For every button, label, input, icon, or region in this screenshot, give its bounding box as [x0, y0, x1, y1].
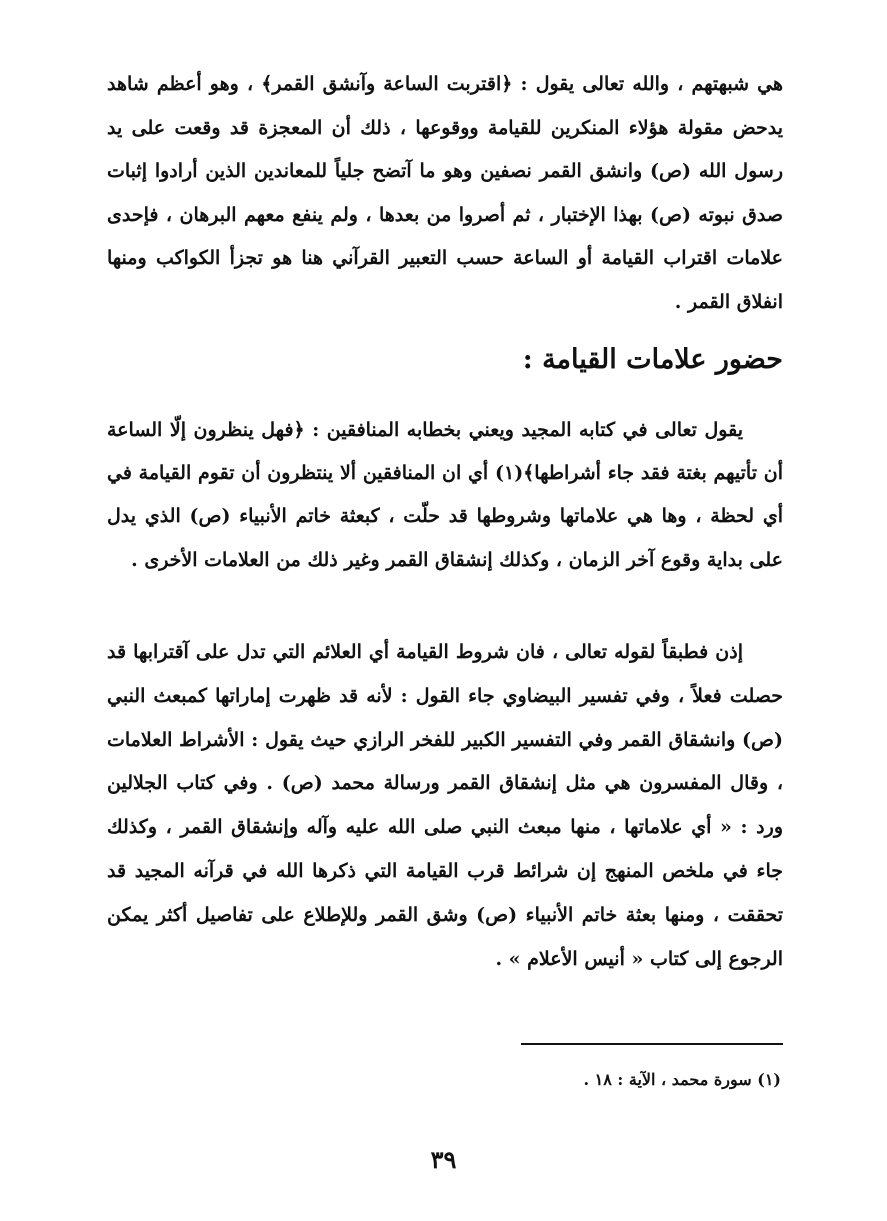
footnote: (١) سورة محمد ، الآية : ١٨ .	[583, 1070, 781, 1089]
paragraph-1: هي شبهتهم ، والله تعالى يقول : ﴿اقتربت الساعة وآنشق القمر﴾ ، وهو أعظم شاهد يدحض مقولة هؤلاء المنكرين للقيامة ووقوعها ، ذلك أن المعجزة قد وقعت على يد رسول الله (ص) وانشق القمر نصفين وهو ما آتضح جلياً للمعاندين الذين أرادوا إثبات صدق نبوته (ص) بهذا الإختبار ، ثم أصروا من بعدها ، ولم ينفع معهم البرهان ، فإحدى علامات اقتراب القيامة أو الساعة حسب التعبير القرآني هنا هو تجزأ الكواكب ومنها انفلاق القمر .	[107, 73, 783, 313]
page-number: ٣٩	[430, 1145, 457, 1174]
paragraph-3: إذن فطبقاً لقوله تعالى ، فان شروط القيامة أي العلائم التي تدل على آقترابها قد حصلت فعلاً ، وفي تفسير البيضاوي جاء القول : لأنه قد ظهرت إماراتها كمبعث النبي (ص) وانشقاق القمر وفي التفسير الكبير للفخر الرازي حيث يقول : الأشراط العلامات ، وقال المفسرون هي مثل إنشقاق القمر ورسالة محمد (ص) . وفي كتاب الجلالين ورد : « أي علاماتها ، منها مبعث النبي صلى الله عليه وآله وإنشقاق القمر ، وكذلك جاء في ملخص المنهج إن شرائط قرب القيامة التي ذكرها الله في قرآنه المجيد قد تحققت ، ومنها بعثة خاتم الأنبياء (ص) وشق القمر وللإطلاع على تفاصيل أكثر يمكن الرجوع إلى كتاب « أنيس الأعلام » .	[107, 641, 783, 970]
footnote-divider	[521, 1043, 783, 1045]
section-heading: حضور علامات القيامة :	[522, 344, 783, 375]
paragraph-2: يقول تعالى في كتابه المجيد ويعني بخطابه المنافقين : ﴿فهل ينظرون إلّا الساعة أن تأتيهم بغتة فقد جاء أشراطها﴾(١) أي ان المنافقين ألا ينتظرون أن تقوم القيامة في أي لحظة ، وها هي علاماتها وشروطها قد حلّت ، كبعثة خاتم الأنبياء (ص) الذي يدل على بداية وقوع آخر الزمان ، وكذلك إنشقاق القمر وغير ذلك من العلامات الأخرى .	[107, 419, 783, 571]
